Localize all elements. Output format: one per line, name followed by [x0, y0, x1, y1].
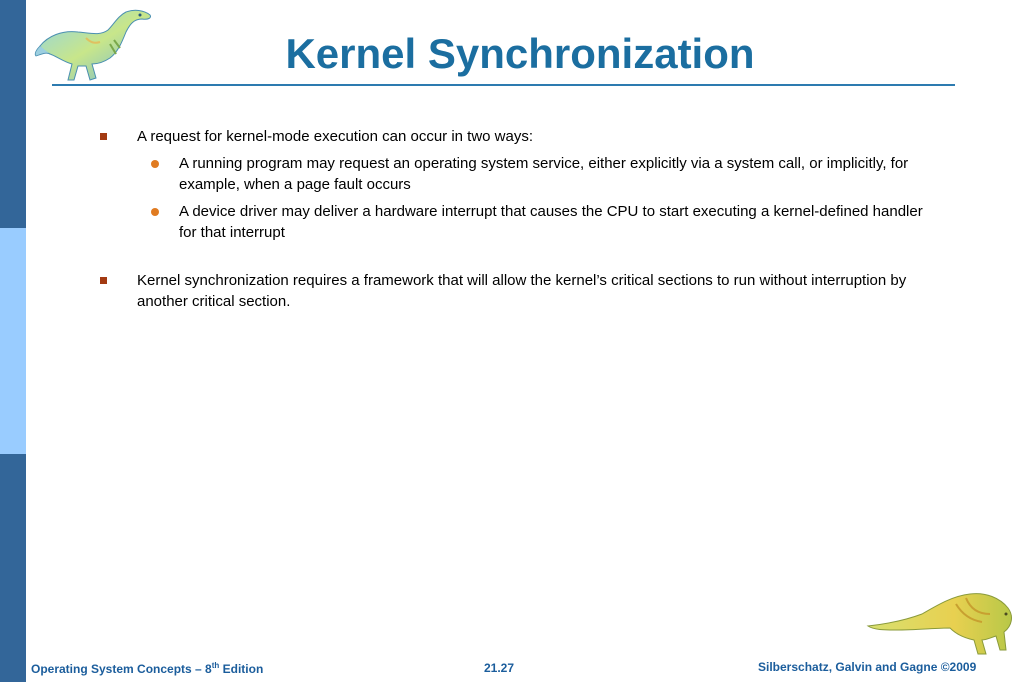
sidebar-segment-middle	[0, 228, 26, 454]
dinosaur-crouching-icon	[866, 584, 1016, 660]
bullet-item	[100, 270, 930, 312]
slide-content	[100, 126, 930, 312]
square-bullet-icon	[100, 133, 107, 140]
left-sidebar	[0, 0, 26, 682]
sub-bullet-text: A running program may request an operating system service, either explicitly via a system call, or implicitly, for example, when a page fault occurs	[179, 155, 909, 193]
sub-bullet-item	[100, 201, 930, 243]
round-bullet-icon	[151, 160, 159, 168]
footer-page-number: 21.27	[484, 661, 515, 675]
sidebar-segment-bottom	[0, 454, 26, 682]
bullet-item	[100, 126, 930, 147]
title-underline	[52, 84, 955, 86]
footer-book-title: Operating System Concepts – 8th Edition	[31, 661, 264, 676]
sub-bullet-text: A device driver may deliver a hardware interrupt that causes the CPU to start executing a kernel-defined handler for that interrupt	[179, 203, 923, 241]
footer-copyright: Silberschatz, Galvin and Gagne ©2009	[758, 660, 977, 674]
square-bullet-icon	[100, 277, 107, 284]
slide-title: Kernel Synchronization	[285, 30, 755, 77]
bullet-text: Kernel synchronization requires a framework that will allow the kernel’s critical sections to run without interruption by another critical section.	[137, 272, 907, 310]
bullet-text: A request for kernel-mode execution can occur in two ways:	[137, 128, 534, 145]
round-bullet-icon	[151, 208, 159, 216]
sub-bullet-item	[100, 153, 930, 195]
